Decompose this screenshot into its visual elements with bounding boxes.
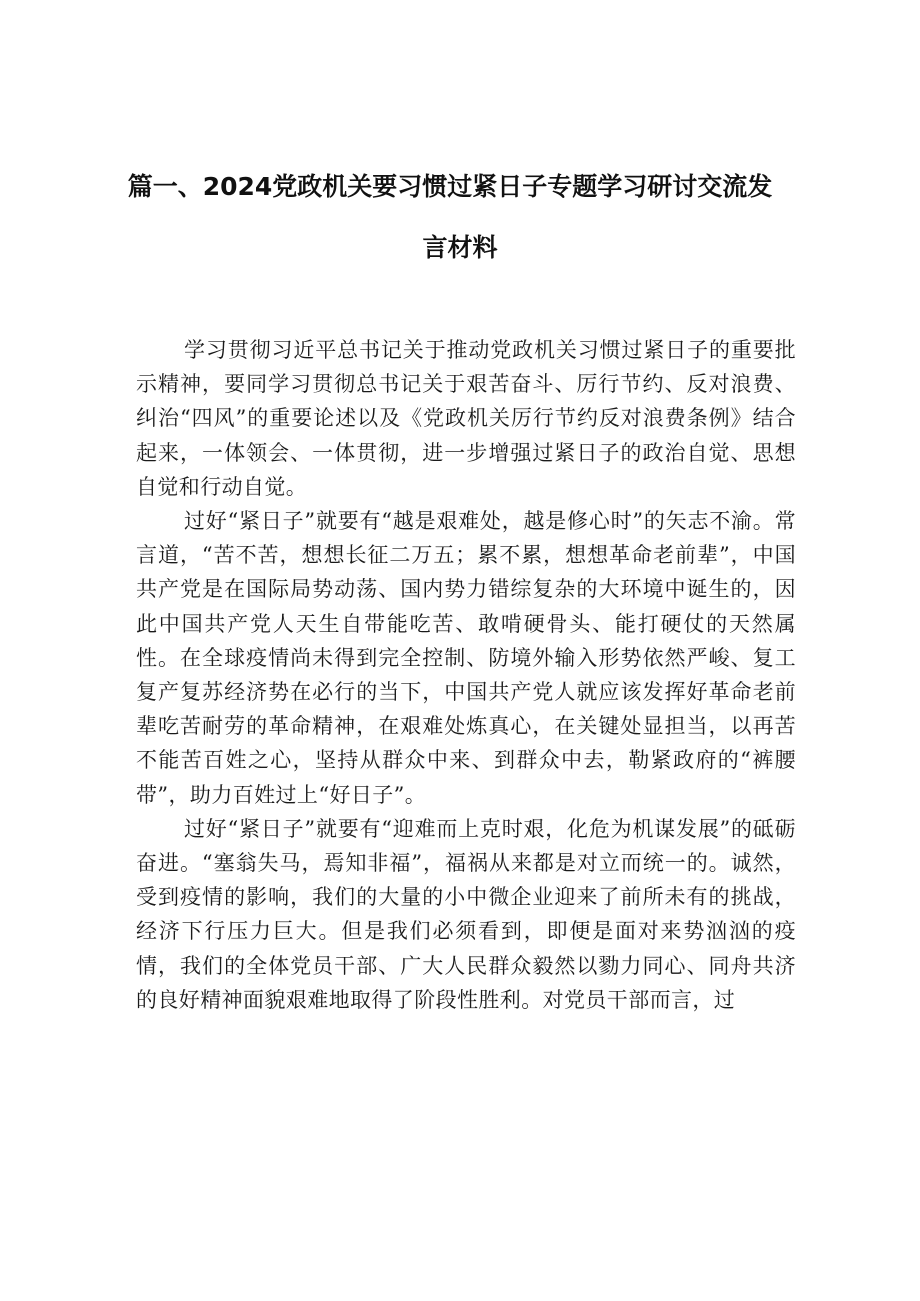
paragraph-3: 过好“紧日子”就要有“迎难而上克时艰，化危为机谋发展”的砥砺奋进。“塞翁失马，焉知非福”，福祸从来都是对立而统一的。诚然，受到疫情的影响，我们的大量的小中微企业迎来了前所未有的挑战，经济下行压力巨大。但是我们必须看到，即便是面对来势汹汹的疫情，我们的全体党员干部、广大人民群众毅然以勠力同心、同舟共济的良好精神面貌艰难地取得了阶段性胜利。对党员干部而言，过 [136, 816, 796, 1012]
document-title-line-1: 篇一、2024党政机关要习惯过紧日子专题学习研讨交流发 [127, 172, 773, 201]
document-title-line-2: 言材料 [422, 233, 498, 262]
document-body [136, 333, 796, 1017]
paragraph-1: 学习贯彻习近平总书记关于推动党政机关习惯过紧日子的重要批示精神，要同学习贯彻总书记关于艰苦奋斗、厉行节约、反对浪费、纠治“四风”的重要论述以及《党政机关厉行节约反对浪费条例》结合起来，一体领会、一体贯彻，进一步增强过紧日子的政治自觉、思想自觉和行动自觉。 [136, 338, 796, 499]
paragraph-2: 过好“紧日子”就要有“越是艰难处，越是修心时”的矢志不渝。常言道，“苦不苦，想想长征二万五；累不累，想想革命老前辈”，中国共产党是在国际局势动荡、国内势力错综复杂的大环境中诞生的，因此中国共产党人天生自带能吃苦、敢啃硬骨头、能打硬仗的天然属性。在全球疫情尚未得到完全控制、防境外输入形势依然严峻、复工复产复苏经济势在必行的当下，中国共产党人就应该发挥好革命老前辈吃苦耐劳的革命精神，在艰难处炼真心，在关键处显担当，以再苦不能苦百姓之心，坚持从群众中来、到群众中去，勒紧政府的“裤腰带”，助力百姓过上“好日子”。 [136, 509, 796, 807]
